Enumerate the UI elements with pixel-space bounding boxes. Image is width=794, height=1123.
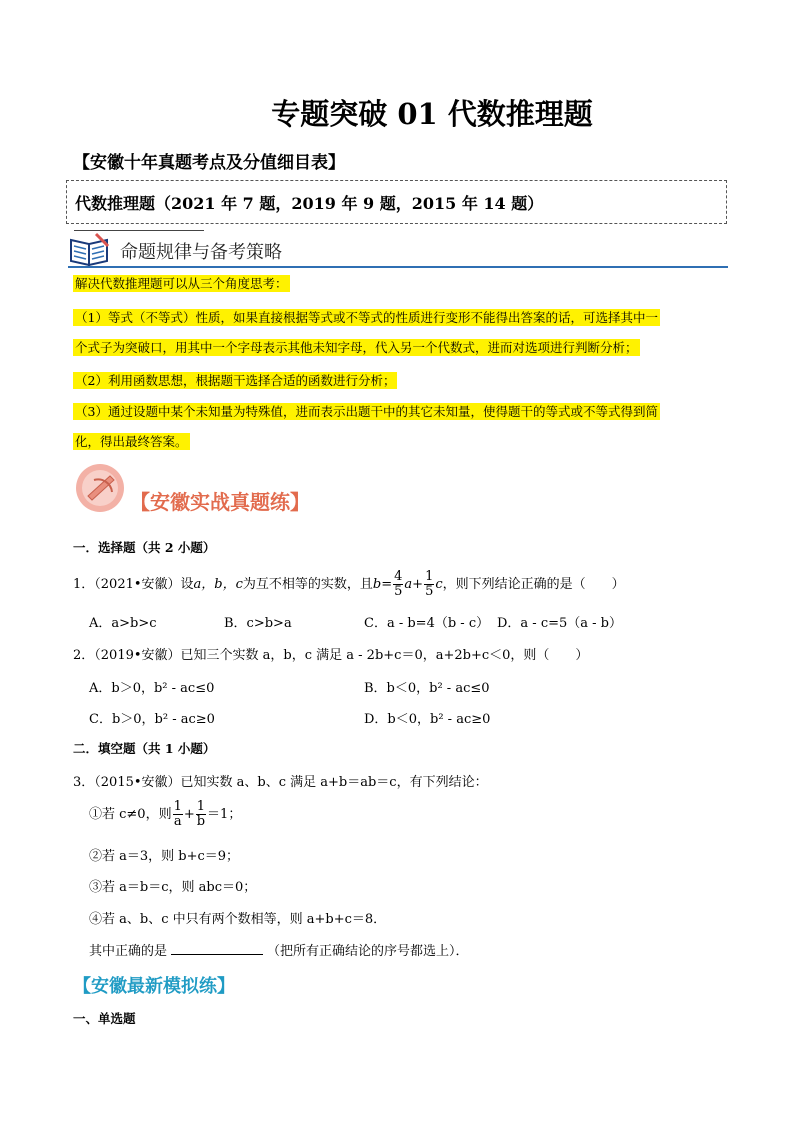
table-subheading: 【安徽十年真题考点及分值细目表】 xyxy=(73,153,345,173)
strategy-line: 化，得出最终答案。 xyxy=(75,434,188,449)
strategy-line: 解决代数推理题可以从三个角度思考： xyxy=(75,276,288,291)
section-heading: 二．填空题（共 1 小题） xyxy=(73,741,216,756)
statement-3: ③若 a＝b＝c，则 abc＝0； xyxy=(89,880,257,895)
question-2: 2．（2019•安徽）已知三个实数 a，b，c 满足 a - 2b+c＝0，a+2b+c＜0，则（ ） xyxy=(73,648,589,663)
option-d[interactable]: D．b＜0，b² - ac≥0 xyxy=(364,712,491,727)
section-heading: 一、单选题 xyxy=(73,1011,136,1026)
answer-line: 其中正确的是 （把所有正确结论的序号都选上）． xyxy=(89,944,469,959)
page-title: 专题突破 01 代数推理题 xyxy=(271,97,593,131)
summary-box xyxy=(66,180,727,224)
ruler-compass-icon xyxy=(74,462,126,514)
strategy-line: （1）等式（不等式）性质，如果直接根据等式或不等式的性质进行变形不能得出答案的话，可选择其中一 xyxy=(75,310,658,325)
option-b[interactable]: B．c>b>a xyxy=(224,616,292,631)
strategy-line: （2）利用函数思想，根据题干选择合适的函数进行分析； xyxy=(75,373,396,388)
option-a[interactable]: A．b＞0，b² - ac≤0 xyxy=(89,681,215,696)
strategy-line: 个式子为突破口，用其中一个字母表示其他未知字母，代入另一个代数式，进而对选项进行判断分析； xyxy=(75,340,638,355)
summary-text: 代数推理题（2021 年 7 题，2019 年 9 题，2015 年 14 题） xyxy=(75,194,544,213)
option-c[interactable]: C．b＞0，b² - ac≥0 xyxy=(89,712,215,727)
mock-heading: 【安徽最新模拟练】 xyxy=(73,976,235,997)
strategy-line: （3）通过设题中某个未知量为特殊值，进而表示出题干中的其它未知量，使得题干的等式或不等式得到简 xyxy=(75,404,658,419)
option-d[interactable]: D．a - c=5（a - b） xyxy=(497,616,623,631)
option-c[interactable]: C．a - b=4（b - c） xyxy=(364,616,490,631)
statement-1: ①若 c≠0，则 $\frac{1}{a}$ + $\frac{1}{b}$ ＝1； xyxy=(89,799,242,829)
option-b[interactable]: B．b＜0，b² - ac≤0 xyxy=(364,681,490,696)
answer-blank[interactable] xyxy=(171,954,263,955)
option-a[interactable]: A．a>b>c xyxy=(89,616,157,631)
section-heading: 一．选择题（共 2 小题） xyxy=(73,540,216,555)
statement-4: ④若 a、b、c 中只有两个数相等，则 a+b+c＝8． xyxy=(89,912,387,927)
book-icon xyxy=(68,232,112,268)
strategy-header xyxy=(68,230,728,270)
strategy-heading: 命题规律与备考策略 xyxy=(120,242,282,263)
practice-heading: 【安徽实战真题练】 xyxy=(130,490,310,514)
header-rule xyxy=(68,266,728,268)
question-1: 1．（2021•安徽）设a，b，c为互不相等的实数，且b= $\frac{4}{5}$ a+ $\frac{1}{5}$ c，则下列结论正确的是（ ） xyxy=(73,569,625,599)
header-top-rule xyxy=(74,230,204,231)
question-3: 3．（2015•安徽）已知实数 a、b、c 满足 a+b＝ab＝c，有下列结论： xyxy=(73,775,488,790)
statement-2: ②若 a＝3，则 b+c＝9； xyxy=(89,849,240,864)
